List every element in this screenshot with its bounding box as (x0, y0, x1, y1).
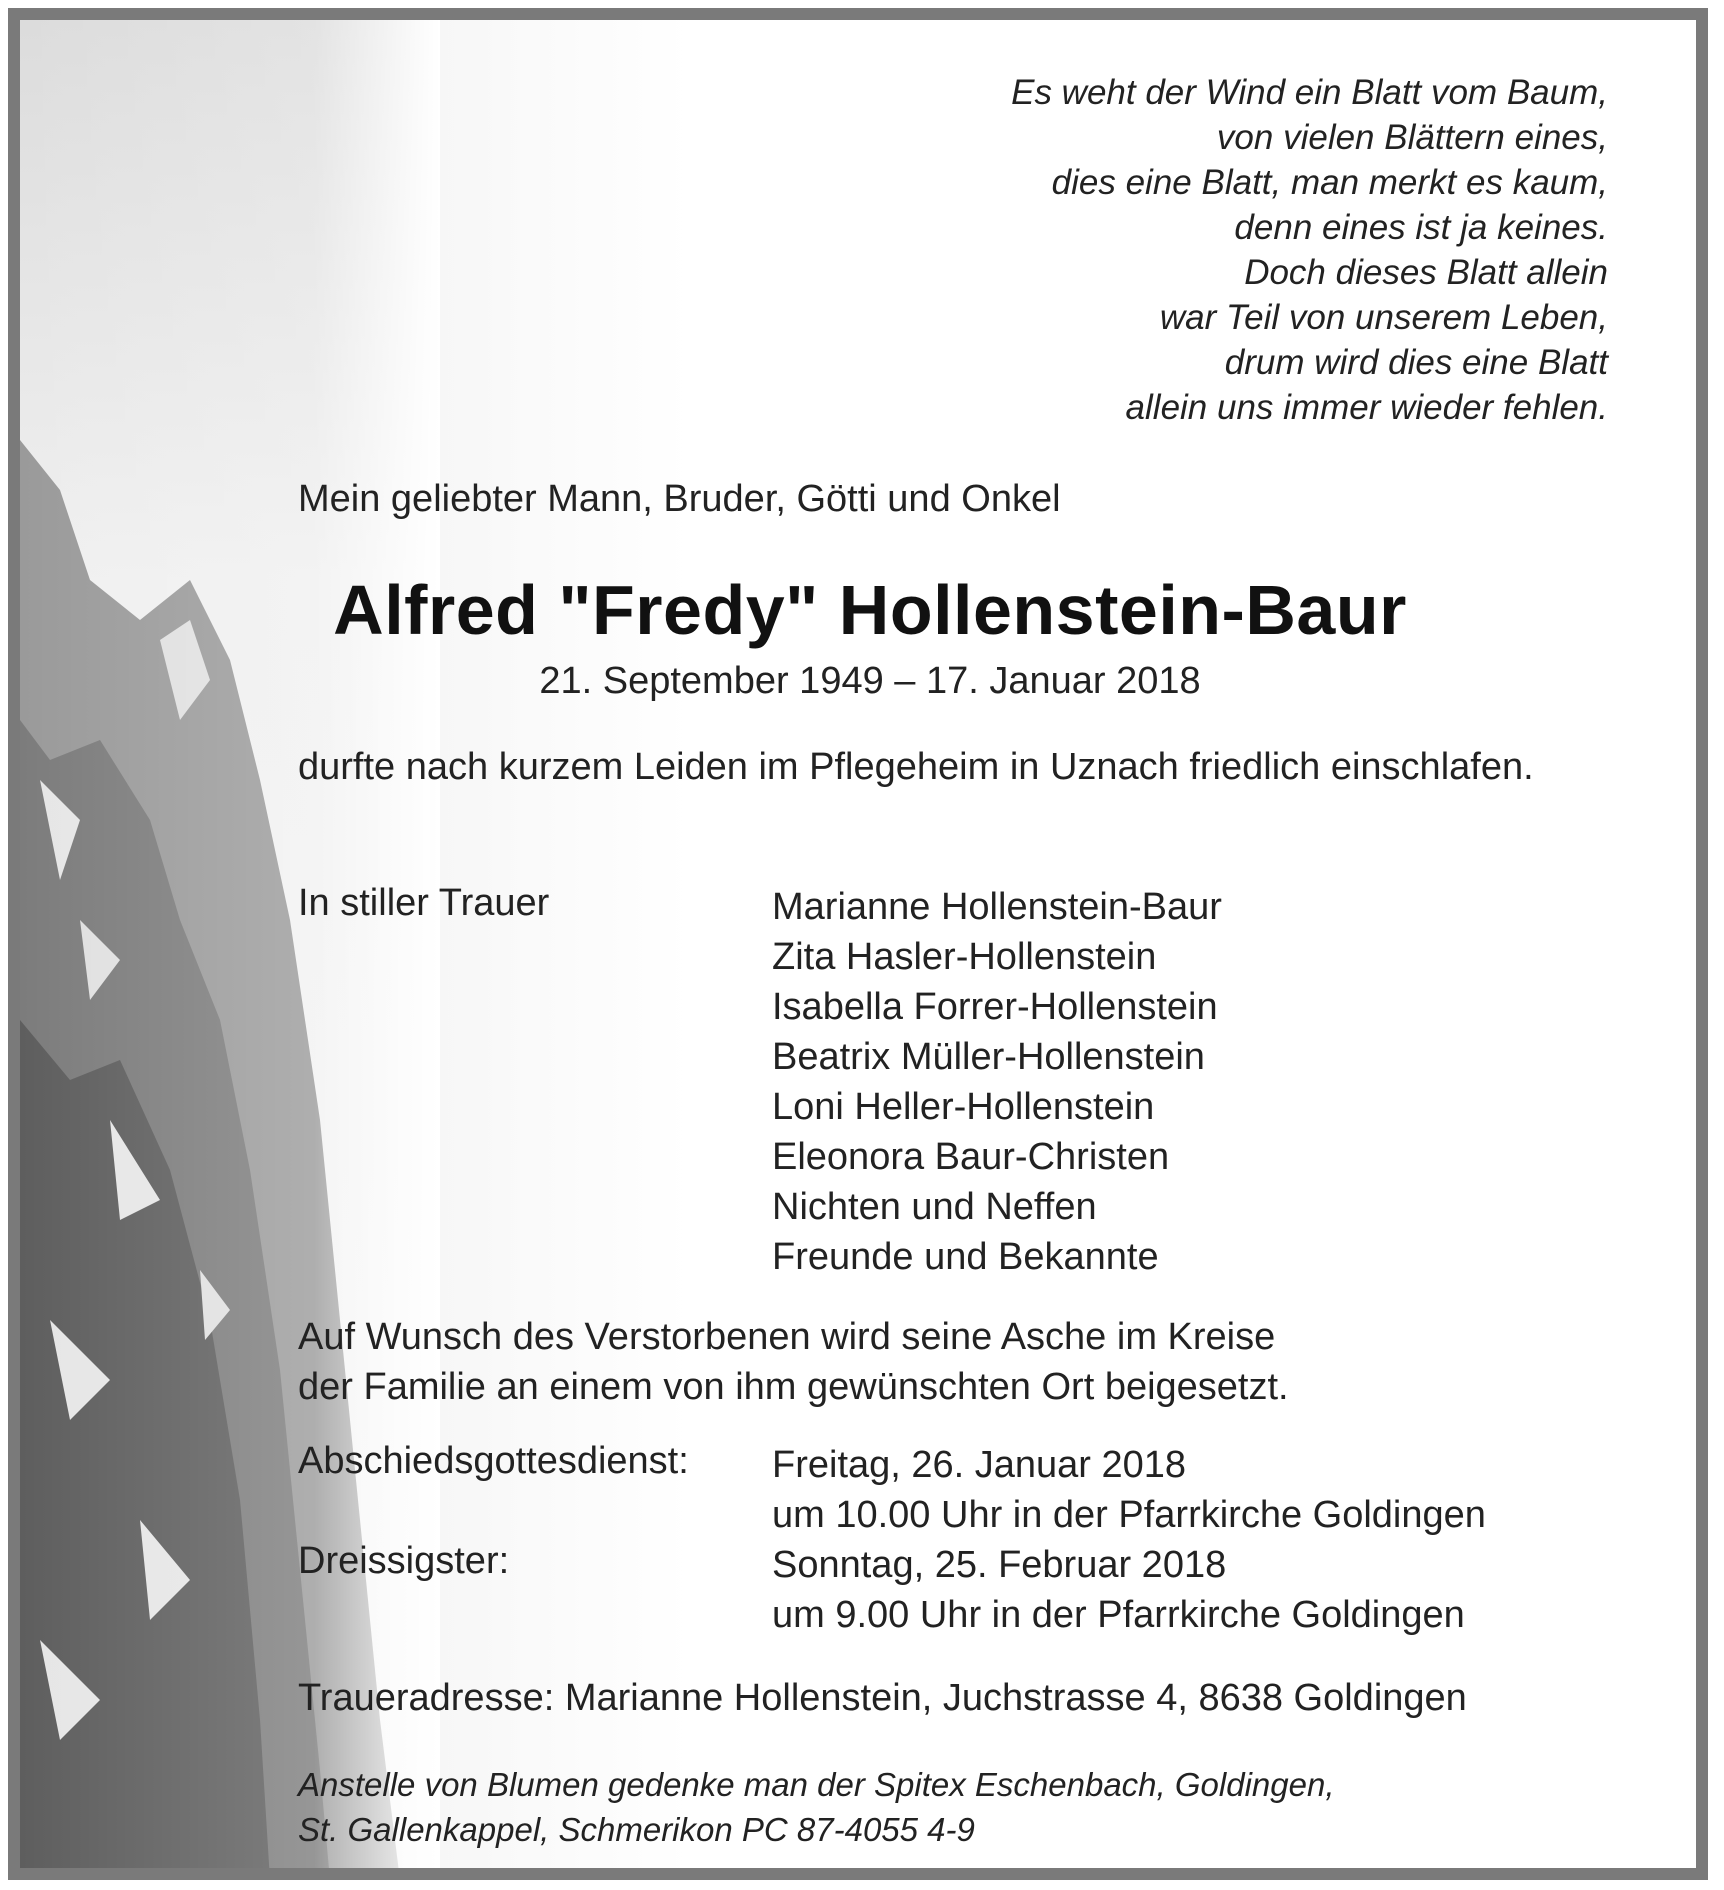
poem-line: Doch dieses Blatt allein (1244, 253, 1608, 292)
donation-line: St. Gallenkappel, Schmerikon PC 87-4055 4-9 (298, 1811, 975, 1848)
mourner-name: Eleonora Baur-Christen (772, 1136, 1170, 1178)
poem-line: dies eine Blatt, man merkt es kaum, (1051, 163, 1608, 202)
poem-line: allein uns immer wieder fehlen. (1125, 388, 1608, 427)
wish-line: der Familie an einem von ihm gewünschten Ort beigesetzt. (298, 1366, 1289, 1408)
life-dates: 21. September 1949 – 17. Januar 2018 (539, 660, 1201, 702)
intro-text: Mein geliebter Mann, Bruder, Götti und Onkel (298, 478, 1061, 520)
service-date: Freitag, 26. Januar 2018 (772, 1444, 1187, 1486)
mountain-background-image (20, 20, 440, 1880)
poem-line: von vielen Blättern eines, (1216, 118, 1608, 157)
mourners-list (772, 882, 1222, 1282)
donation-note (298, 1762, 1335, 1852)
mourner-name: Beatrix Müller-Hollenstein (772, 1036, 1205, 1078)
mourner-name: Freunde und Bekannte (772, 1236, 1159, 1278)
mourning-label: In stiller Trauer (298, 882, 550, 924)
farewell-service-label: Abschiedsgottesdienst: (298, 1440, 689, 1482)
mourning-address: Traueradresse: Marianne Hollenstein, Juchstrasse 4, 8638 Goldingen (298, 1677, 1467, 1719)
mourner-name: Marianne Hollenstein-Baur (772, 886, 1222, 928)
donation-line: Anstelle von Blumen gedenke man der Spitex Eschenbach, Goldingen, (298, 1766, 1335, 1803)
wish-line: Auf Wunsch des Verstorbenen wird seine Asche im Kreise (298, 1316, 1276, 1358)
mourner-name: Zita Hasler-Hollenstein (772, 936, 1157, 978)
passing-text: durfte nach kurzem Leiden im Pflegeheim in Uznach friedlich einschlafen. (298, 746, 1534, 788)
poem-line: drum wird dies eine Blatt (1224, 343, 1608, 382)
service-time-place: um 9.00 Uhr in der Pfarrkirche Goldingen (772, 1594, 1465, 1636)
mourner-name: Loni Heller-Hollenstein (772, 1086, 1155, 1128)
poem-line: Es weht der Wind ein Blatt vom Baum, (1011, 73, 1608, 112)
poem-verse (1011, 70, 1608, 430)
thirtieth-day-details (772, 1540, 1465, 1640)
mourner-name: Nichten und Neffen (772, 1186, 1097, 1228)
burial-wish (298, 1312, 1548, 1412)
deceased-name: Alfred "Fredy" Hollenstein-Baur (333, 571, 1407, 649)
service-time-place: um 10.00 Uhr in der Pfarrkirche Goldingen (772, 1494, 1486, 1536)
obituary-notice (8, 8, 1708, 1880)
mourner-name: Isabella Forrer-Hollenstein (772, 986, 1218, 1028)
poem-line: denn eines ist ja keines. (1234, 208, 1608, 247)
thirtieth-day-label: Dreissigster: (298, 1540, 510, 1582)
poem-line: war Teil von unserem Leben, (1159, 298, 1608, 337)
service-date: Sonntag, 25. Februar 2018 (772, 1544, 1227, 1586)
farewell-service-details (772, 1440, 1486, 1540)
